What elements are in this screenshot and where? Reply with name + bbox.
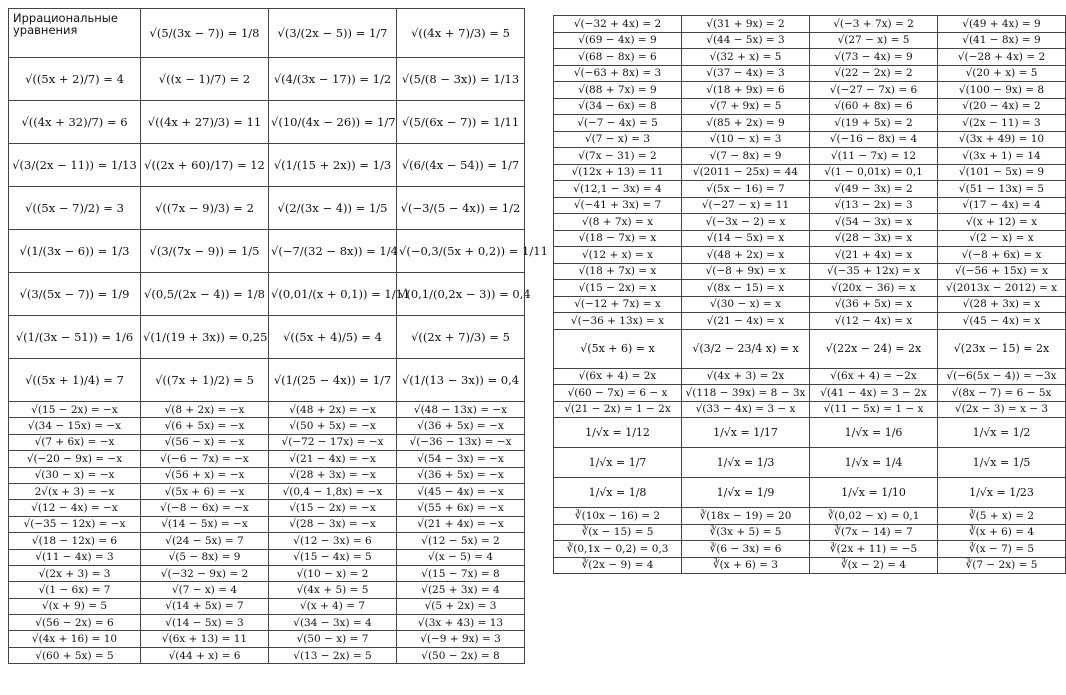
equation-row: [554, 263, 1066, 280]
equation-row: [554, 524, 1066, 541]
equation-row: [554, 115, 1066, 132]
equation-cell: 1/√x = 1/12: [554, 418, 682, 448]
equation-cell: √(−6(5x − 4)) = −3x: [938, 368, 1066, 385]
equation-cell: √(8 + 7x) = x: [554, 214, 682, 231]
equation-cell: √(15 − 4x) = 5: [269, 549, 397, 565]
equation-cell: √(4x + 16) = 10: [9, 631, 141, 647]
equation-row: [554, 32, 1066, 49]
equation-cell: √(15 − 2x) = −x: [269, 500, 397, 516]
equation-cell: √((x − 1)/7) = 2: [141, 58, 269, 101]
equation-cell: √(−7 − 4x) = 5: [554, 115, 682, 132]
equation-cell: √(x + 9) = 5: [9, 598, 141, 614]
equation-cell: √(8x − 15) = x: [682, 280, 810, 297]
equation-cell: √(15 − 2x) = x: [554, 280, 682, 297]
equation-cell: √(5/(3x − 7)) = 1/8: [141, 9, 269, 58]
equation-cell: √(32 + x) = 5: [682, 49, 810, 66]
equation-cell: 1/√x = 1/23: [938, 478, 1066, 508]
equation-cell: 1/√x = 1/10: [810, 478, 938, 508]
equation-cell: √(10/(4x − 26)) = 1/7: [269, 101, 397, 144]
equation-cell: √(12x + 13) = 11: [554, 164, 682, 181]
equation-cell: √(118 − 39x) = 8 − 3x: [682, 385, 810, 402]
equation-cell: √(2 − x) = x: [938, 230, 1066, 247]
equation-cell: √(13 − 2x) = 5: [269, 647, 397, 663]
equation-cell: √(1 − 0,01x) = 0,1: [810, 164, 938, 181]
equation-cell: √(14 + 5x) = 7: [141, 598, 269, 614]
equation-cell: 1/√x = 1/17: [682, 418, 810, 448]
equation-cell: √(−7/(32 − 8x)) = 1/4: [269, 230, 397, 273]
equation-cell: √(5 − 8x) = 9: [141, 549, 269, 565]
equation-cell: √(5/(8 − 3x)) = 1/13: [397, 58, 525, 101]
equation-cell: √(21 + 4x) = x: [810, 247, 938, 264]
equation-cell: √(55 + 6x) = −x: [397, 500, 525, 516]
equation-row: [554, 541, 1066, 558]
equation-row: [9, 467, 525, 483]
equation-cell: 2√(x + 3) = −x: [9, 483, 141, 499]
equation-row: [9, 101, 525, 144]
equation-cell: √(14 − 5x) = x: [682, 230, 810, 247]
equation-row: [554, 296, 1066, 313]
equation-cell: √(−32 − 9x) = 2: [141, 565, 269, 581]
equation-cell: √((5x + 1)/4) = 7: [9, 359, 141, 402]
equation-row: [554, 16, 1066, 33]
equation-cell: √(3x + 1) = 14: [938, 148, 1066, 165]
equation-row: [554, 214, 1066, 231]
equation-cell: √(50 + 5x) = −x: [269, 418, 397, 434]
equation-cell: √(6x + 13) = 11: [141, 631, 269, 647]
equation-cell: √(12 − 3x) = 6: [269, 533, 397, 549]
equation-cell: √(10 − x) = 2: [269, 565, 397, 581]
equation-row: [554, 98, 1066, 115]
equation-row: [554, 313, 1066, 330]
equation-cell: √(7 − x) = 4: [141, 582, 269, 598]
equation-cell: √(3/(2x − 5)) = 1/7: [269, 9, 397, 58]
equation-cell: √(54 − 3x) = x: [810, 214, 938, 231]
equation-cell: ∛(x − 15) = 5: [554, 524, 682, 541]
equation-cell: √(28 − 3x) = x: [810, 230, 938, 247]
equation-cell: √(−12 + 7x) = x: [554, 296, 682, 313]
equation-cell: √(7 − x) = 3: [554, 131, 682, 148]
equation-cell: √(x + 12) = x: [938, 214, 1066, 231]
equation-cell: √(101 − 5x) = 9: [938, 164, 1066, 181]
equation-cell: 1/√x = 1/6: [810, 418, 938, 448]
equation-cell: √(7 + 9x) = 5: [682, 98, 810, 115]
equation-cell: √(12 + x) = x: [554, 247, 682, 264]
equation-cell: √(56 − x) = −x: [141, 434, 269, 450]
equation-cell: √(48 + 2x) = −x: [269, 402, 397, 418]
equation-cell: √(1/(3x − 51)) = 1/6: [9, 316, 141, 359]
equation-row: [554, 418, 1066, 448]
equation-row: [9, 316, 525, 359]
equation-row: [554, 131, 1066, 148]
equation-cell: √((2x + 7)/3) = 5: [397, 316, 525, 359]
equation-cell: √(3x + 43) = 13: [397, 615, 525, 631]
equation-cell: √(3/2 − 23/4 x) = x: [682, 329, 810, 368]
equation-cell: √(44 + x) = 6: [141, 647, 269, 663]
equation-row: [9, 434, 525, 450]
equation-cell: √(30 − x) = x: [682, 296, 810, 313]
equation-cell: √(34 − 3x) = 4: [269, 615, 397, 631]
equation-cell: √(69 − 4x) = 9: [554, 32, 682, 49]
equation-cell: √(41 − 8x) = 9: [938, 32, 1066, 49]
equation-cell: √(−41 + 3x) = 7: [554, 197, 682, 214]
equation-cell: √((4x + 32)/7) = 6: [9, 101, 141, 144]
equation-cell: √(−9 + 9x) = 3: [397, 631, 525, 647]
equation-cell: √((5x + 4)/5) = 4: [269, 316, 397, 359]
equation-cell: √(41 − 4x) = 3 − 2x: [810, 385, 938, 402]
equation-cell: √(5 + 2x) = 3: [397, 598, 525, 614]
equation-cell: √(4/(3x − 17)) = 1/2: [269, 58, 397, 101]
equation-cell: √(12 − 4x) = −x: [9, 500, 141, 516]
equation-row: [9, 516, 525, 532]
equation-cell: √(x − 5) = 4: [397, 549, 525, 565]
equation-cell: √(8 + 2x) = −x: [141, 402, 269, 418]
equation-cell: √(18 − 7x) = x: [554, 230, 682, 247]
equation-cell: √(37 − 4x) = 3: [682, 65, 810, 82]
equation-row: [554, 368, 1066, 385]
equation-row: [9, 9, 525, 58]
equation-cell: √(1/(13 − 3x)) = 0,4: [397, 359, 525, 402]
equation-cell: √(31 + 9x) = 2: [682, 16, 810, 33]
equation-cell: √(100 − 9x) = 8: [938, 82, 1066, 99]
equation-cell: √(2013x − 2012) = x: [938, 280, 1066, 297]
equation-cell: ∛(6 − 3x) = 6: [682, 541, 810, 558]
equation-row: [554, 148, 1066, 165]
equation-cell: ∛(18x − 19) = 20: [682, 508, 810, 525]
equation-cell: √(7 − 8x) = 9: [682, 148, 810, 165]
equation-cell: √(21 − 2x) = 1 − 2x: [554, 401, 682, 418]
equation-row: [554, 65, 1066, 82]
equation-cell: 1/√x = 1/4: [810, 448, 938, 478]
equation-cell: √(45 − 4x) = x: [938, 313, 1066, 330]
equation-row: [9, 230, 525, 273]
equation-cell: √(15 − 7x) = 8: [397, 565, 525, 581]
equation-cell: √(50 − 2x) = 8: [397, 647, 525, 663]
equation-cell: √(60 + 5x) = 5: [9, 647, 141, 663]
equation-row: [554, 478, 1066, 508]
equation-cell: √(2x + 3) = 3: [9, 565, 141, 581]
equation-cell: √(6 + 5x) = −x: [141, 418, 269, 434]
equation-cell: 1/√x = 1/3: [682, 448, 810, 478]
equation-row: [554, 401, 1066, 418]
equation-row: [9, 598, 525, 614]
equation-cell: √(2/(3x − 4)) = 1/5: [269, 187, 397, 230]
equation-cell: ∛(x + 6) = 3: [682, 557, 810, 574]
equation-cell: √(50 − x) = 7: [269, 631, 397, 647]
equation-cell: √(1/(3x − 6)) = 1/3: [9, 230, 141, 273]
equation-cell: √(36 + 5x) = −x: [397, 467, 525, 483]
equation-cell: √(−27 − 7x) = 6: [810, 82, 938, 99]
equation-cell: √(12 − 5x) = 2: [397, 533, 525, 549]
equation-row: [9, 58, 525, 101]
equation-cell: √(−20 − 9x) = −x: [9, 451, 141, 467]
equation-cell: ∛(2x + 11) = −5: [810, 541, 938, 558]
equation-cell: √(−27 − x) = 11: [682, 197, 810, 214]
equation-cell: 1/√x = 1/8: [554, 478, 682, 508]
equation-row: [554, 230, 1066, 247]
equation-row: [9, 273, 525, 316]
equation-cell: √(25 + 3x) = 4: [397, 582, 525, 598]
equation-row: [554, 247, 1066, 264]
equation-row: [554, 49, 1066, 66]
equation-cell: √((2x + 60)/17) = 12: [141, 144, 269, 187]
equation-row: [9, 187, 525, 230]
equation-cell: √(x + 4) = 7: [269, 598, 397, 614]
equation-cell: √(5x − 16) = 7: [682, 181, 810, 198]
equation-cell: √((5x + 2)/7) = 4: [9, 58, 141, 101]
equation-cell: 1/√x = 1/2: [938, 418, 1066, 448]
equation-row: [9, 582, 525, 598]
equation-cell: √(−35 − 12x) = −x: [9, 516, 141, 532]
equation-cell: √(6/(4x − 54)) = 1/7: [397, 144, 525, 187]
equation-cell: √(20x − 36) = x: [810, 280, 938, 297]
equation-cell: √(−3x − 2) = x: [682, 214, 810, 231]
equation-cell: √(60 − 7x) = 6 − x: [554, 385, 682, 402]
equation-cell: √(−32 + 4x) = 2: [554, 16, 682, 33]
equation-cell: √(−63 + 8x) = 3: [554, 65, 682, 82]
equation-row: [554, 82, 1066, 99]
equation-cell: √(23x − 15) = 2x: [938, 329, 1066, 368]
equation-cell: √(21 + 4x) = −x: [397, 516, 525, 532]
equation-cell: √(60 + 8x) = 6: [810, 98, 938, 115]
equation-cell: 1/√x = 1/5: [938, 448, 1066, 478]
equation-cell: √(12,1 − 3x) = 4: [554, 181, 682, 198]
equation-cell: √(21 − 4x) = x: [682, 313, 810, 330]
equation-row: [554, 557, 1066, 574]
equation-cell: √(11 − 5x) = 1 − x: [810, 401, 938, 418]
equation-cell: √(36 + 5x) = x: [810, 296, 938, 313]
equation-cell: √(49 + 4x) = 9: [938, 16, 1066, 33]
equation-cell: √(11 − 4x) = 3: [9, 549, 141, 565]
equation-cell: √(30 − x) = −x: [9, 467, 141, 483]
equation-cell: √(2x − 3) = x − 3: [938, 401, 1066, 418]
equation-cell: √(20 + x) = 5: [938, 65, 1066, 82]
equation-cell: √(12 − 4x) = x: [810, 313, 938, 330]
equation-cell: √(−56 + 15x) = x: [938, 263, 1066, 280]
equation-cell: √(−35 + 12x) = x: [810, 263, 938, 280]
equation-cell: √(45 − 4x) = −x: [397, 483, 525, 499]
equation-cell: √(88 + 7x) = 9: [554, 82, 682, 99]
equation-cell: √(7 + 6x) = −x: [9, 434, 141, 450]
equation-cell: √((5x − 7)/2) = 3: [9, 187, 141, 230]
equation-cell: √(6x + 4) = 2x: [554, 368, 682, 385]
equation-cell: √(54 − 3x) = −x: [397, 451, 525, 467]
equation-cell: √(48 − 13x) = −x: [397, 402, 525, 418]
equation-cell: √(68 − 8x) = 6: [554, 49, 682, 66]
equation-cell: √(13 − 2x) = 3: [810, 197, 938, 214]
equation-cell: √((7x − 9)/3) = 2: [141, 187, 269, 230]
equation-cell: √((4x + 7)/3) = 5: [397, 9, 525, 58]
equation-cell: ∛(5 + x) = 2: [938, 508, 1066, 525]
equation-cell: √(11 − 7x) = 12: [810, 148, 938, 165]
equation-cell: √(5x + 6) = x: [554, 329, 682, 368]
equation-cell: ∛(x + 6) = 4: [938, 524, 1066, 541]
equation-cell: √(28 − 3x) = −x: [269, 516, 397, 532]
equation-cell: 1/√x = 1/7: [554, 448, 682, 478]
equation-cell: √(18 + 7x) = x: [554, 263, 682, 280]
equation-cell: √(−3 + 7x) = 2: [810, 16, 938, 33]
equation-cell: √(44 − 5x) = 3: [682, 32, 810, 49]
equation-row: [9, 402, 525, 418]
equation-cell: √(14 − 5x) = 3: [141, 615, 269, 631]
equation-cell: √(0,01/(x + 0,1)) = 1/11: [269, 273, 397, 316]
equation-cell: √(20 − 4x) = 2: [938, 98, 1066, 115]
equation-row: [554, 508, 1066, 525]
equation-cell: √(0,4 − 1,8x) = −x: [269, 483, 397, 499]
equation-row: [554, 181, 1066, 198]
equation-cell: √(48 + 2x) = x: [682, 247, 810, 264]
equation-cell: √(5x + 6) = −x: [141, 483, 269, 499]
equation-row: [554, 329, 1066, 368]
equation-cell: √(2x − 11) = 3: [938, 115, 1066, 132]
equation-cell: √(−6 − 7x) = −x: [141, 451, 269, 467]
equation-cell: √((7x + 1)/2) = 5: [141, 359, 269, 402]
right-equation-table: [553, 15, 1066, 574]
equation-cell: √(49 − 3x) = 2: [810, 181, 938, 198]
equation-cell: √(28 + 3x) = x: [938, 296, 1066, 313]
equation-cell: √(22x − 24) = 2x: [810, 329, 938, 368]
equation-cell: √(14 − 5x) = −x: [141, 516, 269, 532]
equation-row: [9, 565, 525, 581]
equation-cell: √(56 − 2x) = 6: [9, 615, 141, 631]
equation-cell: ∛(2x − 9) = 4: [554, 557, 682, 574]
equation-row: [554, 197, 1066, 214]
table-title: Иррациональные уравнения: [9, 9, 141, 58]
equation-cell: √(34 − 6x) = 8: [554, 98, 682, 115]
equation-cell: √(2011 − 25x) = 44: [682, 164, 810, 181]
equation-cell: √(24 − 5x) = 7: [141, 533, 269, 549]
equation-row: [9, 144, 525, 187]
equation-cell: √(−8 + 6x) = x: [938, 247, 1066, 264]
equation-cell: √((4x + 27)/3) = 11: [141, 101, 269, 144]
equation-row: [9, 483, 525, 499]
equation-cell: ∛(7x − 14) = 7: [810, 524, 938, 541]
equation-cell: √(28 + 3x) = −x: [269, 467, 397, 483]
equation-cell: ∛(x − 7) = 5: [938, 541, 1066, 558]
equation-cell: √(6x + 4) = −2x: [810, 368, 938, 385]
equation-row: [9, 631, 525, 647]
equation-cell: √(3/(5x − 7)) = 1/9: [9, 273, 141, 316]
equation-cell: √(22 − 2x) = 2: [810, 65, 938, 82]
equation-cell: 1/√x = 1/9: [682, 478, 810, 508]
equation-cell: √(−28 + 4x) = 2: [938, 49, 1066, 66]
equation-cell: √(1/(15 + 2x)) = 1/3: [269, 144, 397, 187]
equation-cell: ∛(3x + 5) = 5: [682, 524, 810, 541]
equation-cell: √(−36 − 13x) = −x: [397, 434, 525, 450]
equation-row: [9, 615, 525, 631]
equation-row: [554, 385, 1066, 402]
equation-cell: √(−3/(5 − 4x)) = 1/2: [397, 187, 525, 230]
equation-cell: √(3x + 49) = 10: [938, 131, 1066, 148]
equation-cell: √(10 − x) = 3: [682, 131, 810, 148]
equation-cell: √(21 − 4x) = −x: [269, 451, 397, 467]
equation-cell: √(19 + 5x) = 2: [810, 115, 938, 132]
equation-cell: √(27 − x) = 5: [810, 32, 938, 49]
equation-row: [554, 448, 1066, 478]
equation-cell: √(3/(7x − 9)) = 1/5: [141, 230, 269, 273]
equation-row: [9, 418, 525, 434]
equation-cell: √(17 − 4x) = 4: [938, 197, 1066, 214]
equation-cell: √(1/(19 + 3x)) = 0,25: [141, 316, 269, 359]
equation-cell: √(0,1/(0,2x − 3)) = 0,4: [397, 273, 525, 316]
equation-cell: √(8x − 7) = 6 − 5x: [938, 385, 1066, 402]
equation-row: [554, 280, 1066, 297]
equation-cell: √(18 − 12x) = 6: [9, 533, 141, 549]
equation-cell: √(−8 + 9x) = x: [682, 263, 810, 280]
equation-row: [9, 533, 525, 549]
equation-cell: √(−36 + 13x) = x: [554, 313, 682, 330]
equation-cell: √(36 + 5x) = −x: [397, 418, 525, 434]
equation-cell: √(34 − 15x) = −x: [9, 418, 141, 434]
equation-cell: √(56 + x) = −x: [141, 467, 269, 483]
left-equation-table: [8, 8, 548, 664]
equation-cell: √(1/(25 − 4x)) = 1/7: [269, 359, 397, 402]
equation-row: [9, 359, 525, 402]
equation-row: [9, 549, 525, 565]
equation-cell: √(0,5/(2x − 4)) = 1/8: [141, 273, 269, 316]
equation-cell: √(18 + 9x) = 6: [682, 82, 810, 99]
equation-cell: √(−8 − 6x) = −x: [141, 500, 269, 516]
equation-cell: √(−16 − 8x) = 4: [810, 131, 938, 148]
equation-cell: √(7x − 31) = 2: [554, 148, 682, 165]
equation-cell: √(73 − 4x) = 9: [810, 49, 938, 66]
equation-cell: √(15 − 2x) = −x: [9, 402, 141, 418]
equation-cell: √(3/(2x − 11)) = 1/13: [9, 144, 141, 187]
equation-cell: √(85 + 2x) = 9: [682, 115, 810, 132]
equation-row: [554, 164, 1066, 181]
equation-cell: √(−0,3/(5x + 0,2)) = 1/11: [397, 230, 525, 273]
equation-row: [9, 500, 525, 516]
equation-row: [9, 647, 525, 663]
equation-cell: ∛(x − 2) = 4: [810, 557, 938, 574]
equation-cell: ∛(10x − 16) = 2: [554, 508, 682, 525]
equation-cell: ∛(0,02 − x) = 0,1: [810, 508, 938, 525]
equation-cell: ∛(0,1x − 0,2) = 0,3: [554, 541, 682, 558]
equation-cell: √(5/(6x − 7)) = 1/11: [397, 101, 525, 144]
equation-cell: √(−72 − 17x) = −x: [269, 434, 397, 450]
equation-cell: ∛(7 − 2x) = 5: [938, 557, 1066, 574]
equation-cell: √(51 − 13x) = 5: [938, 181, 1066, 198]
equation-cell: √(4x + 5) = 5: [269, 582, 397, 598]
equation-row: [9, 451, 525, 467]
equation-cell: √(4x + 3) = 2x: [682, 368, 810, 385]
equation-cell: √(33 − 4x) = 3 − x: [682, 401, 810, 418]
equation-cell: √(1 − 6x) = 7: [9, 582, 141, 598]
